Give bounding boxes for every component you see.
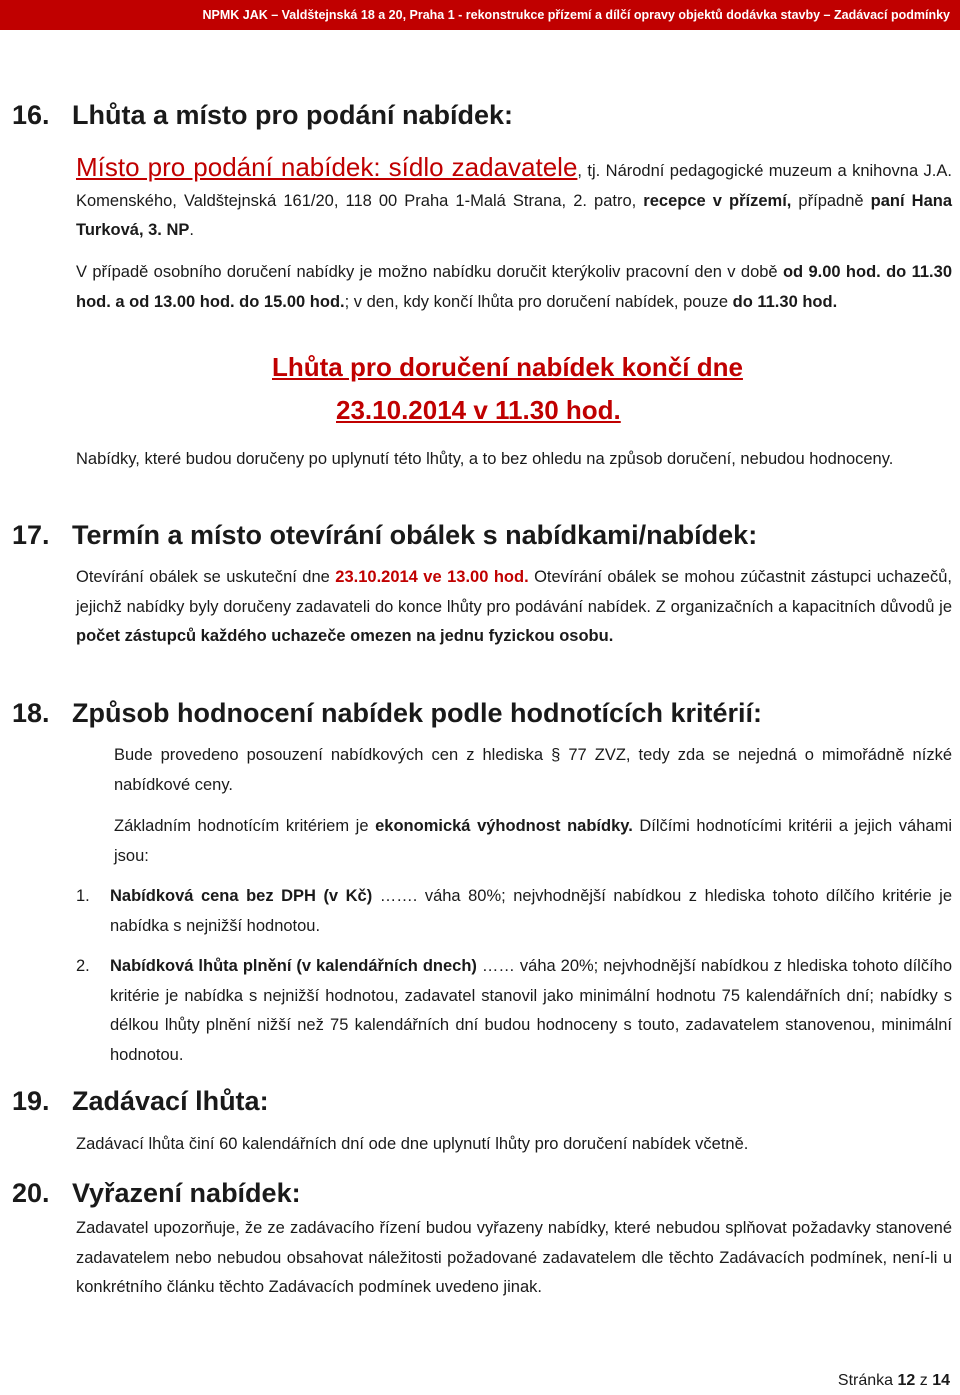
section-16-heading: [12, 100, 513, 131]
section-17-heading: 17. Termín a místo otevírání obálek s nabídkami/nabídek:: [12, 520, 758, 550]
section-title: Lhůta a místo pro podání nabídek:: [72, 100, 514, 130]
late-submission-note: Nabídky, které budou doručeny po uplynutí této lhůty, a to bez ohledu na způsob doručení, nebudou hodnoceny.: [76, 450, 894, 468]
submission-place-label: Místo pro podání nabídek: sídlo zadavatele: [76, 152, 578, 182]
deadline-heading: Lhůta pro doručení nabídek končí dne: [272, 352, 743, 382]
deadline-date: 23.10.2014 v 11.30 hod.: [336, 395, 621, 425]
criterion-2: Nabídková lhůta plnění (v kalendářních dnech) …… váha 20%; nejvhodnější nabídkou z hlediska tohoto dílčího kritérie je nabídka s nejnižší hodnotou, zadavatel stanovil jako minimální hodnotu 75 kalendářních dní; nabídky s délkou lhůty plnění nižší než 75 kalendářních dní budou hodnoceny s touto, zadavatelem stanovenou, minimální hodnotou.: [110, 957, 953, 1064]
submission-place-paragraph: Místo pro podání nabídek: sídlo zadavatele, tj. Národní pedagogické muzeum a knihovna J.A. Komenského, Valdštejnská 161/20, 118 00 Praha 1-Malá Strana, 2. patro, recepce v přízemí, případně paní Hana Turková, 3. NP.: [76, 152, 952, 239]
criteria-intro-paragraph: Základním hodnotícím kritériem je ekonomická výhodnost nabídky. Dílčími hodnotícími kritérii a jejich váhami jsou:: [114, 817, 952, 865]
criterion-2-number: 2.: [76, 957, 90, 975]
section-number: 16.: [12, 100, 50, 130]
exclusion-paragraph: Zadavatel upozorňuje, že ze zadávacího řízení budou vyřazeny nabídky, které nebudou splňovat požadavky stanovené zadavatelem nebo nebudou obsahovat náležitosti požadované zadavatelem dle těchto Zadávacích podmínek, není-li u konkrétního článku těchto Zadávacích podmínek uvedeno jinak.: [76, 1219, 952, 1296]
price-assessment-paragraph: Bude provedeno posouzení nabídkových cen z hlediska § 77 ZVZ, tedy zda se nejedná o mimořádně nízké nabídkové ceny.: [114, 746, 952, 794]
delivery-hours-paragraph: V případě osobního doručení nabídky je možno nabídku doručit kterýkoliv pracovní den v době od 9.00 hod. do 11.30 hod. a od 13.00 hod. do 15.00 hod.; v den, kdy končí lhůta pro doručení nabídek, pouze do 11.30 hod.: [76, 263, 952, 311]
section-20-heading: 20. Vyřazení nabídek:: [12, 1178, 301, 1208]
document-header: NPMK JAK – Valdštejnská 18 a 20, Praha 1 - rekonstrukce přízemí a dílčí opravy objektů dodávka stavby – Zadávací podmínky: [0, 0, 960, 30]
criterion-1-number: 1.: [76, 887, 90, 905]
section-19-heading: 19. Zadávací lhůta:: [12, 1086, 269, 1116]
section-18-heading: 18. Způsob hodnocení nabídek podle hodnotících kritérií:: [12, 698, 763, 728]
tender-period-paragraph: Zadávací lhůta činí 60 kalendářních dní ode dne uplynutí lhůty pro doručení nabídek včetně.: [76, 1135, 749, 1153]
opening-paragraph: Otevírání obálek se uskuteční dne 23.10.2014 ve 13.00 hod. Otevírání obálek se mohou zúčastnit zástupci uchazečů, jejichž nabídky byly doručeny zadavateli do konce lhůty pro podávání nabídek. Z organizačních a kapacitních důvodů je počet zástupců každého uchazeče omezen na jednu fyzickou osobu.: [76, 568, 952, 645]
criterion-1: Nabídková cena bez DPH (v Kč) ……. váha 80%; nejvhodnější nabídkou z hlediska tohoto dílčího kritérie je nabídka s nejnižší hodnotou.: [110, 887, 952, 935]
page-number: Stránka 12 z 14: [837, 1372, 950, 1389]
